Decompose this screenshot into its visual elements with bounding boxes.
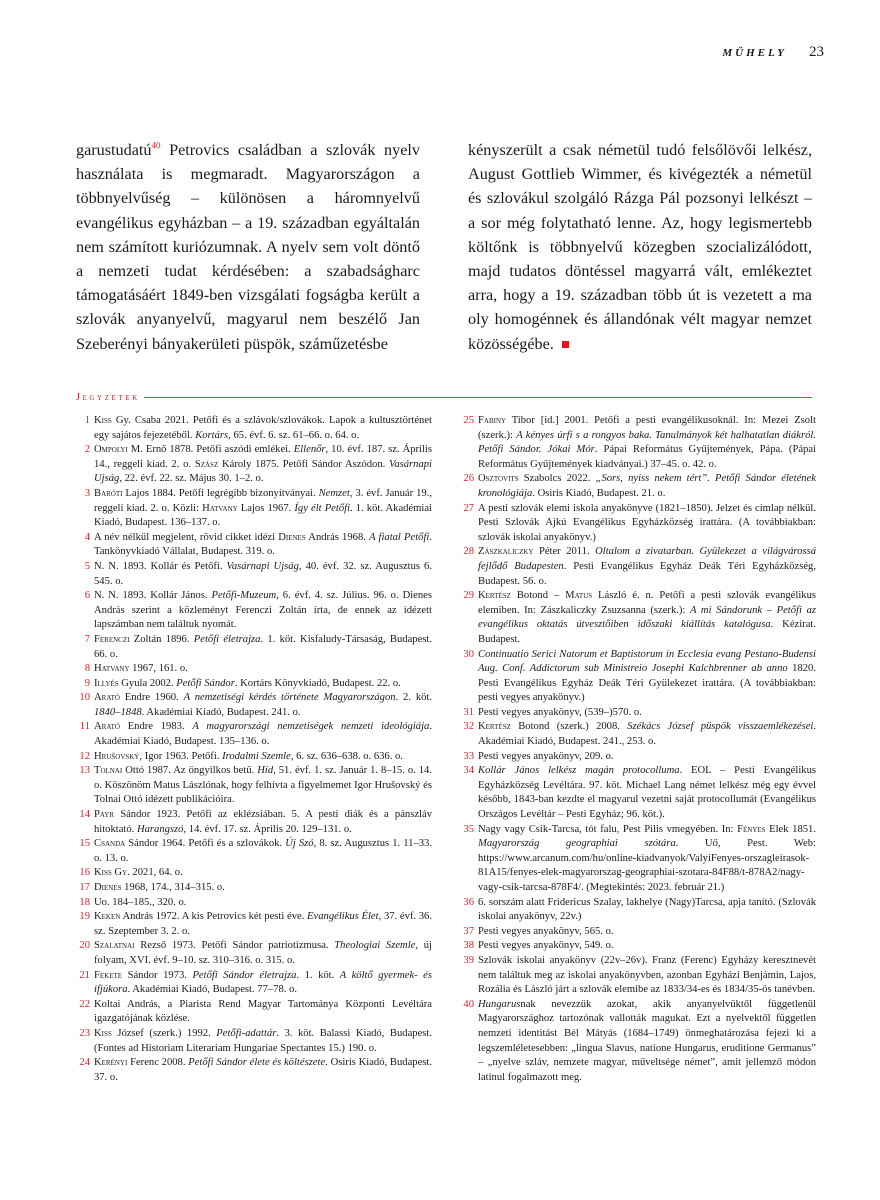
footnote-text: Baróti Lajos 1884. Petőfi legrégibb bizonyítványai. Nemzet, 3. évf. Január 19., reggeli kiad. 2. o. Közli: Hatvany Lajos 1967. Így élt Petőfi. 1. köt. Akadémiai Kiadó, Budapest. 136–137. o.: [94, 487, 432, 529]
footnote-item: [460, 939, 816, 954]
page-number: 23: [809, 44, 824, 60]
notes-section: [76, 414, 816, 1085]
footnote-number: 19: [79, 911, 90, 923]
footnote-text: N. N. 1893. Kollár János. Petőfi-Muzeum, 6. évf. 4. sz. Július. 96. o. Dienes András szerint a közleményt Ferenczi Zoltán írta, de ennek az idézett lapszámban nem találtuk nyomát.: [94, 590, 432, 631]
footnote-item: [76, 691, 432, 720]
footnote-number: 40: [463, 998, 474, 1010]
body-column-left: [76, 138, 420, 356]
footnote-item: [76, 414, 432, 443]
footnote-item: [76, 677, 432, 692]
footnote-number: 37: [463, 925, 474, 937]
footnote-item: [76, 837, 432, 866]
footnote-number: 7: [84, 633, 90, 645]
footnote-text: Arató Endre 1960. A nemzetiségi kérdés története Magyarországon. 2. köt. 1840–1848. Akadémiai Kiadó, Budapest. 241. o.: [94, 692, 432, 718]
footnote-number: 32: [463, 721, 474, 733]
footnote-item: [76, 443, 432, 487]
footnote-item: [460, 823, 816, 896]
end-of-article-mark-icon: [562, 341, 569, 348]
footnote-item: [76, 589, 432, 633]
footnote-number: 5: [84, 560, 90, 572]
footnote-number: 2: [84, 444, 90, 456]
footnote-number: 13: [79, 765, 90, 777]
footnote-text: Kertész Botond – Matus László é. n. Petőfi a pesti szlovák evangélikus elemiben. In: Zászkaliczky Zsuzsanna (szerk.): A mi Sándorunk – Petőfi az evangélikus oktatás útvesztőiben időszaki kiállítás katalógusa. Kézirat. Budapest.: [478, 590, 816, 645]
footnote-text: Arató Endre 1983. A magyarországi nemzetiségek nemzeti ideológiája. Akadémiai Kiadó, Budapest. 135–136. o.: [94, 721, 432, 748]
footnote-text: Kiss Gy. 2021, 64. o.: [94, 867, 183, 879]
footnote-item: [460, 954, 816, 998]
footnote-text: Kerényi Ferenc 2008. Petőfi Sándor élete és költészete. Osiris Kiadó, Budapest. 37. o.: [94, 1057, 432, 1083]
footnote-item: [76, 531, 432, 560]
footnote-text: Zászkaliczky Péter 2011. Oltalom a zivatarban. Gyülekezet a világvárossá fejlődő Budapesten. Pesti Evangélikus Egyház Deák Téri Egyházközség, Budapest. 56. o.: [478, 546, 816, 587]
footnote-number: 14: [79, 809, 90, 821]
footnote-text: Kertész Botond (szerk.) 2008. Székács József püspök visszaemlékezései. Akadémiai Kiadó, Budapest. 241., 253. o.: [478, 721, 816, 748]
footnote-item: [76, 866, 432, 881]
footnote-text: Kollár János lelkész magán protocolluma. EOL – Pesti Evangélikus Egyházközség Levéltára. 97. köt. Michael Lang német lelkész még egy évvel később, 1843-ban kezdte el magyarul vezetni saját protocollumát (Evangélikus Országos Levéltár – Pesti Egyház; 96. köt.).: [478, 765, 816, 821]
footnote-number: 39: [463, 954, 474, 966]
footnote-text: Pesti vegyes anyakönyv, 549. o.: [478, 940, 614, 952]
footnote-text: Hrušovský, Igor 1963. Petőfi. Irodalmi Szemle, 6. sz. 636–638. o. 636. o.: [94, 750, 403, 762]
footnote-number: 31: [463, 706, 474, 718]
footnote-number: 30: [463, 648, 474, 660]
footnote-text: Ompolyi M. Ernő 1878. Petőfi aszódi emlékei. Ellenőr, 10. évf. 187. sz. Április 14., reggeli kiad. 2. o. Szász Károly 1875. Petőfi Sándor Aszódon. Vasárnapi Ujság, 22. évf. 22. sz. Május 30. 1–2. o.: [94, 444, 433, 485]
footnote-number: 18: [79, 896, 90, 908]
footnote-item: [460, 720, 816, 749]
footnote-item: [460, 896, 816, 925]
footnote-item: [460, 648, 816, 706]
footnote-text: 6. sorszám alatt Fridericus Szalay, lakhelye (Nagy)Tarcsa, apja tanító. (Szlovák iskolai anyakönyv, 22v.): [478, 896, 816, 923]
footnote-text: A név nélkül megjelent, rövid cikket idézi Dienes András 1968. A fiatal Petőfi. Tankönyvkiadó Vállalat, Budapest. 319. o.: [94, 531, 432, 558]
footnote-item: [460, 925, 816, 940]
footnote-number: 23: [79, 1027, 90, 1039]
footnote-text: Dienes 1968, 174., 314–315. o.: [94, 882, 225, 893]
notes-column-left: [76, 414, 432, 1085]
running-head: [722, 44, 824, 61]
footnote-text: Szlovák iskolai anyakönyv (22v–26v). Franz (Ferenc) Egyházy keresztnevét nem találtuk meg az iskolai anyakönyvben, azonban Egyházi Benjámin, Lajos, Rozália és László járt a szlovák elemibe az 1833/34-es és 1834/35-ös tanévben.: [478, 954, 816, 996]
footnote-text: Kiss József (szerk.) 1992. Petőfi-adattár. 3. köt. Balassi Kiadó, Budapest. (Fontes ad Historiam Literariam Hungariae Spectantes 15.) 190. o.: [94, 1027, 432, 1054]
article-body: [76, 138, 812, 356]
footnote-number: 34: [463, 765, 474, 777]
footnote-item: [76, 750, 432, 765]
footnote-text: Tolnai Ottó 1987. Az öngyilkos betű. Híd, 51. évf. 1. sz. Január 1. 8–15. o. 14. o. Köszönöm Matus Lászlónak, hogy felhívta a figyelmemet Igor Hrušovský és Tolnai Ottó idézett publikációira.: [94, 765, 432, 806]
footnote-item: [76, 998, 432, 1027]
footnote-number: 22: [79, 998, 90, 1010]
notes-title: Jegyzetek: [76, 392, 140, 403]
section-name: MŰHELY: [722, 47, 787, 59]
footnote-item: [460, 545, 816, 589]
footnote-number: 4: [84, 531, 90, 543]
footnote-text: Keken András 1972. A kis Petrovics két pesti éve. Evangélikus Élet, 37. évf. 36. sz. Szeptember 3. 2. o.: [94, 911, 432, 937]
footnote-item: [460, 998, 816, 1086]
footnote-text: Pesti vegyes anyakönyv, 565. o.: [478, 925, 614, 937]
footnote-text: Fabiny Tibor [id.] 2001. Petőfi a pesti evangélikusoknál. In: Mezei Zsolt (szerk.): A kényes úrfi s a rongyos baka. Tanulmányok két halhatatlan diákról. Petőfi Sándor. Jókai Mór. Pápai Református Gyűjtemények, Pápa. (Pápai Református Gyűjtemények kiadványai.) 37–45. o. 42. o.: [478, 415, 816, 470]
footnote-item: [76, 487, 432, 531]
footnote-number: 38: [463, 940, 474, 952]
footnote-text: Pesti vegyes anyakönyv, (539–)570. o.: [478, 706, 642, 718]
footnote-number: 15: [79, 838, 90, 850]
footnote-number: 17: [79, 882, 90, 893]
footnote-text: Szalatnai Rezső 1973. Petőfi Sándor patriotizmusa. Theologiai Szemle, új folyam, XVI. évf. 9–10. sz. 310–316. o. 315. o.: [94, 940, 432, 966]
body-column-right: [468, 138, 812, 356]
body-text: garustudatú: [76, 141, 152, 159]
footnote-item: [76, 720, 432, 749]
footnote-item: [76, 896, 432, 911]
footnote-text: Osztovits Szabolcs 2022. „Sors, nyiss nekem tért”. Petőfi Sándor életének kronológiája. Osiris Kiadó, Budapest. 21. o.: [478, 473, 816, 499]
footnote-number: 8: [84, 663, 90, 675]
footnote-item: [460, 706, 816, 721]
footnote-item: [460, 502, 816, 546]
footnote-number: 12: [79, 750, 90, 762]
footnote-text: Uo. 184–185., 320. o.: [94, 896, 187, 908]
footnote-text: Hungarusnak nevezzük azokat, akik anyanyelvüktől függetlenül Magyarországhoz tartozónak vallották magukat. Ezt a nyelvektől független nemzeti identitást Bél Mátyás (1684–1749) önmeghatározása fejezi ki a legszemléletesebben: „lingua Slavus, natione Hungarus, eruditione Germanus” – „nyelve szláv, nemzete magyar, műveltsége német”, amit jellemző módon latinul fogalmazott meg.: [478, 998, 816, 1083]
footnote-item: [460, 589, 816, 647]
footnote-number: 20: [79, 940, 90, 952]
footnote-number: 36: [463, 896, 474, 908]
footnote-number: 9: [84, 677, 90, 689]
notes-divider: [144, 397, 812, 398]
footnote-item: [76, 633, 432, 662]
footnote-number: 29: [463, 590, 474, 602]
footnote-number: 16: [79, 867, 90, 879]
footnote-text: N. N. 1893. Kollár és Petőfi. Vasárnapi Ujság, 40. évf. 32. sz. Augusztus 6. 545. o.: [94, 560, 433, 587]
footnote-text: Illyés Gyula 2002. Petőfi Sándor. Kortárs Könyvkiadó, Budapest. 22. o.: [94, 677, 401, 689]
footnote-item: [76, 764, 432, 808]
footnote-number: 21: [79, 969, 90, 981]
notes-column-right: [460, 414, 816, 1085]
footnote-item: [76, 662, 432, 677]
footnote-item: [76, 910, 432, 939]
footnote-text: Koltai András, a Piarista Rend Magyar Tartománya Központi Levéltára igazgatójának közlése.: [94, 998, 432, 1025]
footnote-number: 24: [79, 1057, 90, 1069]
footnote-item: [460, 472, 816, 501]
footnote-text: Nagy vagy Csik-Tarcsa, tót falu, Pest Pilis vmegyében. In: Fényes Elek 1851. Magyarország geographiai szótára. Uő, Pest. Web: https://www.arcanum.com/hu/online-kiadvanyok/ValyiFenyes-orszagleirasok-81A15/fenyes-elek-magyarorszag-geographiai-szotara-84F88/t-878A2/nagy-vagy-csik-tarcsa-878F4/. (Megtekintés: 2023. február 21.): [478, 823, 816, 893]
footnote-number: 35: [463, 823, 474, 835]
footnote-number: 3: [84, 487, 90, 499]
footnote-item: [76, 881, 432, 896]
footnote-item: [76, 808, 432, 837]
footnote-ref[interactable]: 40: [151, 140, 161, 151]
footnote-text: A pesti szlovák elemi iskola anyakönyve (1821–1850). Jelzet és címlap nélkül. Pesti Szlovák Ajkú Evangélikus Egyházközség irattára. (A továbbiakban: szlovák iskolai anyakönyv.): [478, 502, 816, 543]
footnote-text: Fekete Sándor 1973. Petőfi Sándor életrajza. 1. köt. A költő gyermek- és ifjúkora. Akadémiai Kiadó, Budapest. 77–78. o.: [94, 969, 433, 996]
footnote-text: Ferenczi Zoltán 1896. Petőfi életrajza. 1. köt. Kisfaludy-Társaság, Budapest. 66. o.: [94, 633, 432, 660]
footnote-number: 10: [79, 692, 90, 704]
footnote-item: [76, 560, 432, 589]
footnote-item: [76, 1027, 432, 1056]
footnote-item: [76, 1056, 432, 1085]
footnote-item: [460, 764, 816, 822]
notes-heading: [76, 392, 812, 403]
footnote-item: [460, 414, 816, 472]
footnote-number: 33: [463, 750, 474, 762]
footnote-number: 1: [84, 415, 90, 426]
footnote-text: Kiss Gy. Csaba 2021. Petőfi és a szlávok/szlovákok. Lapok a kultusztörténet egy sajátos fejezetéből. Kortárs, 65. évf. 6. sz. 61–66. o. 64. o.: [94, 415, 432, 441]
footnote-number: 11: [79, 721, 90, 733]
footnote-item: [460, 750, 816, 765]
footnote-item: [76, 969, 432, 998]
footnote-number: 6: [84, 590, 90, 602]
footnote-text: Continuatio Serici Natorum et Baptistorum in Ecclesia evang Pestano-Budensi Aug. Conf. Addictorum sub Ministreio Josephi Kalchbrenner ab anno 1820. Pesti Evangélikus Egyház Deák Téri Gyülekezet irattára. (A továbbiakban: pesti vegyes anyakönyv.): [478, 648, 817, 704]
footnote-number: 27: [463, 502, 474, 514]
footnote-number: 28: [463, 546, 474, 558]
footnote-number: 26: [463, 473, 474, 485]
footnote-item: [76, 939, 432, 968]
footnote-text: Pesti vegyes anyakönyv, 209. o.: [478, 750, 614, 762]
footnote-number: 25: [463, 415, 474, 426]
footnote-text: Csanda Sándor 1964. Petőfi és a szlovákok. Új Szó, 8. sz. Augusztus 1. 11–33. o. 13. o.: [94, 838, 433, 864]
footnote-text: Payr Sándor 1923. Petőfi az eklézsiában. 5. A pesti diák és a pánszláv hitoktató. Harangszó, 14. évf. 17. sz. Április 20. 129–131. o.: [94, 809, 432, 835]
body-text: kényszerült a csak németül tudó felsőlövői lelkész, August Gottlieb Wimmer, és kivégezték a németül és szlovákul szolgáló Rázga Pál pozsonyi lelkészt – a sor még folytatható lenne. Az, hogy legismertebb költőnk is többnyelvű közegben szocializálódott, majd tudatos döntéssel magyarrá vált, emlékeztet arra, hogy a 19. században több út is vezetett a ma oly homogénnek és állandónak vélt magyar nemzet közösségébe.: [468, 141, 812, 353]
body-text: Petrovics családban a szlovák nyelv használata is megmaradt. Magyarországon a többnyelvűség – különösen a háromnyelvű evangélikus egyházban – a 19. században egyáltalán nem számított kuriózumnak. A nyelv sem volt döntő a nemzeti tudat kérdésében: a szabadságharc támogatásáért 1849-ben vizsgálati fogságba került a szlovák anyanyelvű, magyarul nem beszélő Jan Szeberényi bányakerületi püspök, száműzetésbe: [76, 141, 420, 353]
footnote-text: Hatvany 1967, 161. o.: [94, 663, 188, 675]
